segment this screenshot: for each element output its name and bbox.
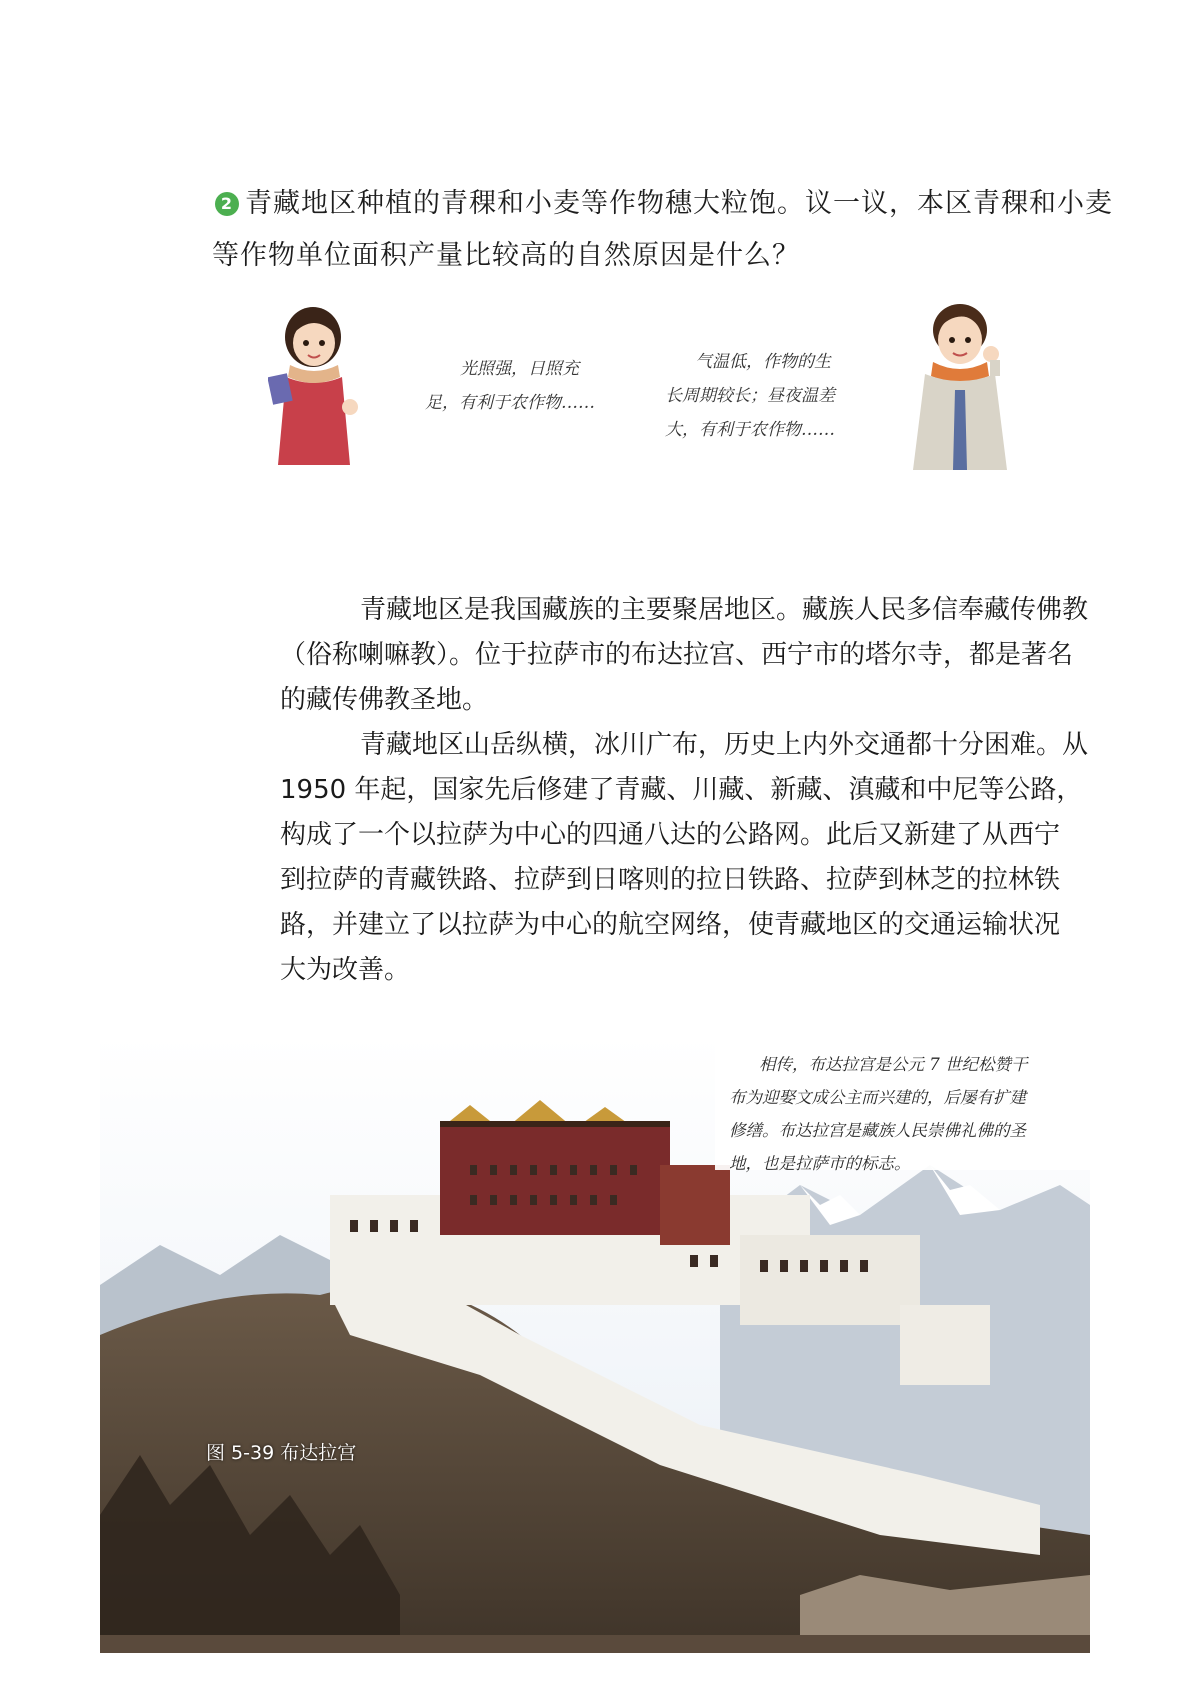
text-line: 的藏传佛教圣地。 [280, 685, 489, 715]
girl-character-illustration [268, 305, 378, 465]
boy-speech-line: 气温低，作物的生 [695, 352, 831, 372]
text-line: 青藏地区山岳纵横，冰川广布，历史上内外交通都十分困难。从 [360, 730, 1089, 760]
text-line: 1950 年起，国家先后修建了青藏、川藏、新藏、滇藏和中尼等公路， [280, 775, 1083, 805]
text-line: 大为改善。 [280, 955, 411, 985]
caption-line: 修缮。布达拉宫是藏族人民崇佛礼佛的圣 [729, 1121, 1026, 1140]
text-line: 青藏地区是我国藏族的主要聚居地区。藏族人民多信奉藏传佛教 [360, 595, 1089, 625]
boy-speech-line: 大，有利于农作物…… [665, 420, 835, 440]
text-line: 路，并建立了以拉萨为中心的航空网络，使青藏地区的交通运输状况 [280, 910, 1061, 940]
text-line: （俗称喇嘛教）。位于拉萨市的布达拉宫、西宁市的塔尔寺，都是著名 [280, 640, 1074, 670]
girl-speech-text [425, 352, 625, 420]
text-line: 到拉萨的青藏铁路、拉萨到日喀则的拉日铁路、拉萨到林芝的拉林铁 [280, 865, 1061, 895]
girl-speech-line: 足，有利于农作物…… [425, 393, 595, 413]
girl-speech-line: 光照强，日照充 [460, 359, 579, 379]
question-line-1 [215, 178, 1113, 230]
question-text-1: 青藏地区种植的青稞和小麦等作物穗大粒饱。议一议，本区青稞和小麦 [245, 188, 1113, 219]
caption-line: 地，也是拉萨市的标志。 [729, 1154, 911, 1173]
paragraph-religion [280, 588, 1089, 723]
boy-speech-text [665, 345, 865, 447]
caption-line: 相传，布达拉宫是公元 7 世纪松赞干 [759, 1055, 1028, 1074]
boy-speech-line: 长周期较长；昼夜温差 [665, 386, 835, 406]
photo-caption-box [715, 1040, 1090, 1173]
boy-character-illustration [895, 300, 1030, 470]
discussion-question [212, 178, 1113, 282]
question-number-badge: 2 [215, 192, 239, 216]
figure-label: 图 5-39 布达拉宫 [206, 1442, 357, 1464]
question-line-2: 等作物单位面积产量比较高的自然原因是什么？ [212, 240, 800, 271]
text-line: 构成了一个以拉萨为中心的四通八达的公路网。此后又新建了从西宁 [280, 820, 1061, 850]
main-body-text [280, 588, 1089, 993]
paragraph-transport [280, 723, 1089, 993]
caption-line: 布为迎娶文成公主而兴建的，后屡有扩建 [729, 1088, 1026, 1107]
